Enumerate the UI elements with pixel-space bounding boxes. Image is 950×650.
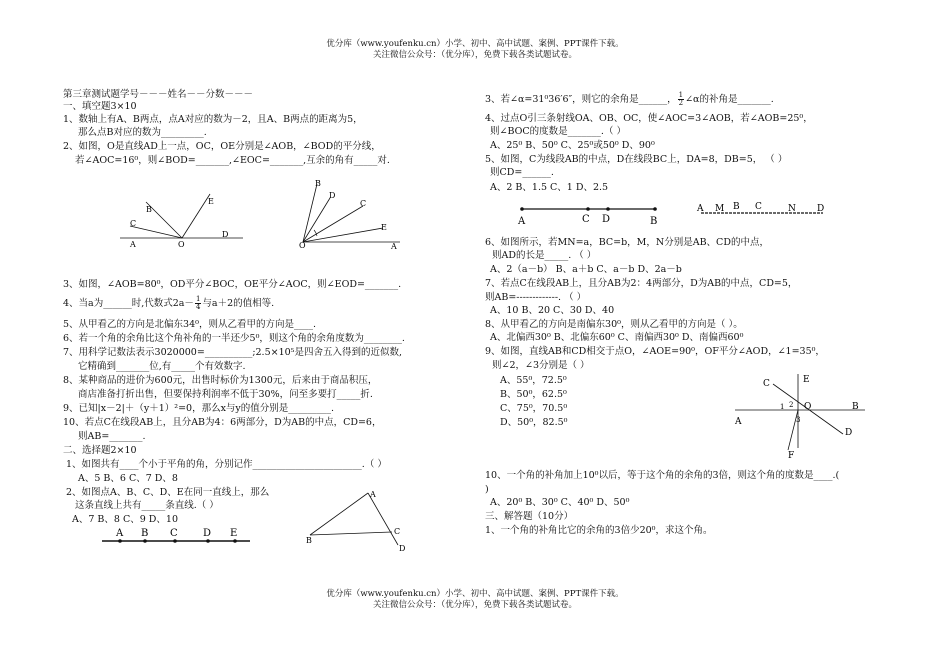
r-question-3: 3、若∠α=31⁰36′6″，则它的余角是______， $\frac{1}{2}$ ∠α的补角是_______.	[485, 91, 774, 107]
r-question-5-options: A、2 B、1.5 C、1 D、2.5	[490, 182, 609, 193]
fig-c1-label-c: C	[394, 527, 401, 536]
fig-r6-label-b: B	[733, 202, 740, 212]
question-7-line-1: 7、用科学记数法表示3020000=__________;2.5×10⁵是四舍五入得到的近似数,	[63, 347, 402, 358]
question-10-line-2: 则AB=_______.	[78, 431, 146, 442]
fig-c1-label-a: A	[370, 490, 376, 499]
section-choice: 二、选择题2×10	[63, 445, 137, 456]
fig-r5-label-c: C	[582, 214, 590, 225]
fig-q2-label-a: A	[130, 240, 136, 249]
fig-r9-label-a: A	[735, 417, 742, 427]
fig-q2-label-o: O	[178, 240, 185, 249]
r-question-9-line-1: 9、如图，直线AB和CD相交于点O，∠AOE=90⁰，OF平分∠AOD，∠1=35⁰，	[485, 346, 825, 357]
fig-r6-label-d: D	[817, 204, 825, 214]
fig-c2-label-b: B	[141, 528, 149, 539]
figure-q3-angles	[295, 176, 410, 250]
fig-q3-label-b: B	[315, 179, 321, 188]
r-question-4-line-2: 则∠BOC的度数是_______.（ ）	[490, 126, 626, 137]
header-line-2: 关注微信公众号：（优分库），免费下载各类试题试卷。	[372, 50, 577, 60]
fig-r6-label-m: M	[715, 204, 725, 214]
r-question-10-line-1: 10、一个角的补角加上10⁰以后，等于这个角的余角的3倍，则这个角的度数是____.(	[485, 470, 840, 481]
r-question-9-line-2: 则∠2，∠3分别是（ ）	[492, 360, 590, 371]
fig-q3-label-e: E	[381, 223, 387, 232]
r-question-10-options: A、20⁰ B、30⁰ C、40⁰ D、50⁰	[490, 497, 630, 508]
fig-c2-label-c: C	[170, 528, 178, 539]
choice-1-options: A、5 B、6 C、7 D、8	[78, 473, 178, 484]
choice-1: 1、如图共有____个小于平角的角，分别记作_______________________.（ ）	[66, 459, 387, 470]
fig-q3-label-o: O	[299, 241, 306, 250]
fig-q2-label-c: C	[130, 219, 137, 228]
section-fill-in: 一、填空题3×10	[63, 101, 137, 112]
figure-r9-intersecting-lines	[733, 370, 868, 460]
fig-q3-label-c: C	[360, 199, 367, 208]
header-line-1: 优分库（www.youfenku.cn）小学、初中、高中试题、案例、PPT课件下载。	[326, 39, 624, 49]
r-question-4-line-1: 4、过点O引三条射线OA、OB、OC，使∠AOC=3∠AOB，若∠AOB=25⁰，	[485, 113, 813, 124]
r-question-7-line-1: 7、若点C在线段AB上，且分AB为2：4两部分，D为AB的中点，CD=5，	[485, 278, 798, 289]
fig-r6-label-n: N	[788, 204, 796, 214]
question-1-line-1: 1、数轴上有A、B两点，点A对应的数为－2，且A、B两点的距离为5，	[63, 114, 363, 125]
fig-r9-label-b: B	[852, 402, 859, 412]
fig-q2-label-e: E	[208, 197, 214, 206]
figure-c2-points-line	[100, 524, 255, 548]
question-8-line-2: 商店准备打折出售，但要保持利润率不低于30%，问至多要打_____折.	[78, 389, 373, 400]
fig-r5-label-b: B	[650, 216, 658, 227]
fig-r6-label-c: C	[755, 202, 762, 212]
question-1-line-2: 那么点B对应的数为_________.	[78, 127, 207, 138]
r-question-8-options: A、北偏西30⁰ B、北偏东60⁰ C、南偏西30⁰ D、南偏西60⁰	[490, 332, 744, 343]
r-question-5-line-2: 则CD=______.	[490, 167, 554, 178]
question-5: 5、从甲看乙的方向是北偏东34⁰，则从乙看甲的方向是____.	[63, 319, 316, 330]
fig-r9-label-3: 3	[796, 416, 801, 424]
fig-r9-label-c: C	[763, 379, 770, 389]
fig-c2-label-d: D	[203, 528, 212, 539]
r-question-7-line-2: 则AB=-------------. （ ）	[485, 292, 587, 303]
exam-title: 第三章测试题学号－－－姓名－－分数－－－	[63, 89, 254, 100]
fig-r9-label-d: D	[845, 428, 853, 438]
question-9: 9、已知|x－2|＋（y＋1）²=0，那么x与y的值分别是_________.	[63, 403, 335, 414]
fig-c2-label-e: E	[230, 528, 238, 539]
fig-r9-label-f: F	[788, 451, 795, 460]
r-question-9-option-d: D、50⁰，82.5⁰	[500, 417, 568, 428]
fraction-half: $\frac{1}{2}$	[678, 91, 684, 107]
question-2-line-1: 2、如图，O是直线AD上一点，OC，OE分别是∠AOB，∠BOD的平分线，	[63, 141, 381, 152]
fig-c2-label-a: A	[116, 528, 124, 539]
r-question-10-line-2: )	[485, 484, 489, 495]
fig-q3-label-a: A	[391, 242, 397, 250]
r-question-9-option-c: C、75⁰，70.5⁰	[500, 403, 568, 414]
fig-q2-label-b: B	[146, 205, 152, 214]
figure-c1-triangle	[300, 487, 415, 555]
solve-question-1: 1、一个角的补角比它的余角的3倍少20⁰，求这个角。	[485, 525, 713, 536]
fig-r5-label-a: A	[518, 216, 526, 227]
fig-c1-label-b: B	[306, 536, 312, 545]
r-question-9-option-a: A、55⁰，72.5⁰	[500, 375, 567, 386]
r-question-8: 8、从甲看乙的方向是南偏东30⁰，则从乙看甲的方向是（ ）。	[485, 319, 743, 330]
question-8-line-1: 8、某种商品的进价为600元，出售时标价为1300元，后来由于商品积压，	[63, 375, 378, 386]
question-3: 3、如图，∠AOB=80⁰，OD平分∠BOC，OE平分∠AOC，则∠EOD=_______.	[63, 279, 402, 290]
r-question-7-options: A、10 B、20 C、30 D、40	[490, 305, 615, 316]
choice-2-options: A、7 B、8 C、9 D、10	[72, 514, 179, 525]
fig-r9-label-1: 1	[780, 403, 785, 411]
question-2-line-2: 若∠AOC=16⁰，则∠BOD=_______,∠EOC=_______,互余的角有_____对.	[75, 155, 390, 166]
r-question-6-options: A、2（a－b） B、a＋b C、a－b D、2a－b	[490, 264, 682, 275]
question-4: 4、当a为______时,代数式2a－ $\frac{1}{4}$ 与a＋2的值相等.	[63, 295, 275, 311]
fig-r9-label-2: 2	[789, 401, 794, 409]
r-question-6-line-2: 则AD的长是_____. （ ）	[492, 250, 597, 261]
r-question-9-option-b: B、50⁰，62.5⁰	[500, 389, 567, 400]
r-question-4-options: A、25⁰ B、50⁰ C、25⁰或50⁰ D、90⁰	[490, 140, 655, 151]
fraction-quarter: $\frac{1}{4}$	[195, 295, 201, 311]
choice-2-line-2: 这条直线上共有_____条直线.（ ）	[75, 500, 219, 511]
choice-2-line-1: 2、如图点A、B、C、D、E在同一直线上，那么	[66, 487, 270, 498]
figure-r6-segment	[695, 198, 830, 220]
fig-q2-label-d: D	[222, 230, 229, 239]
fig-q3-label-d: D	[329, 191, 336, 200]
fig-r9-label-o: O	[804, 402, 812, 412]
question-7-line-2: 它精确到_______位,有_____个有效数字.	[78, 361, 246, 372]
fig-r5-label-d: D	[602, 214, 611, 225]
question-6: 6、若一个角的余角比这个角补角的一半还少5⁰，则这个角的余角度数为________.	[63, 333, 405, 344]
r-question-5-line-1: 5、如图，C为线段AB的中点，D在线段BC上，DA=8，DB=5， （ ）	[485, 154, 788, 165]
fig-r9-label-e: E	[803, 375, 810, 385]
footer-line-1: 优分库（www.youfenku.cn）小学、初中、高中试题、案例、PPT课件下载。	[326, 589, 624, 599]
fig-r6-label-a: A	[697, 204, 704, 214]
figure-r5-segment	[510, 198, 670, 228]
r-question-6-line-1: 6、如图所示，若MN=a，BC=b，M，N分别是AB、CD的中点，	[485, 237, 769, 248]
section-solve: 三、解答题（10分）	[485, 511, 574, 522]
footer-line-2: 关注微信公众号：（优分库），免费下载各类试题试卷。	[372, 600, 577, 610]
question-10-line-1: 10、若点C在线段AB上，且分AB为4：6两部分，D为AB的中点，CD=6，	[63, 417, 382, 428]
fig-c1-label-d: D	[399, 544, 406, 553]
figure-q2-angles	[118, 188, 248, 250]
